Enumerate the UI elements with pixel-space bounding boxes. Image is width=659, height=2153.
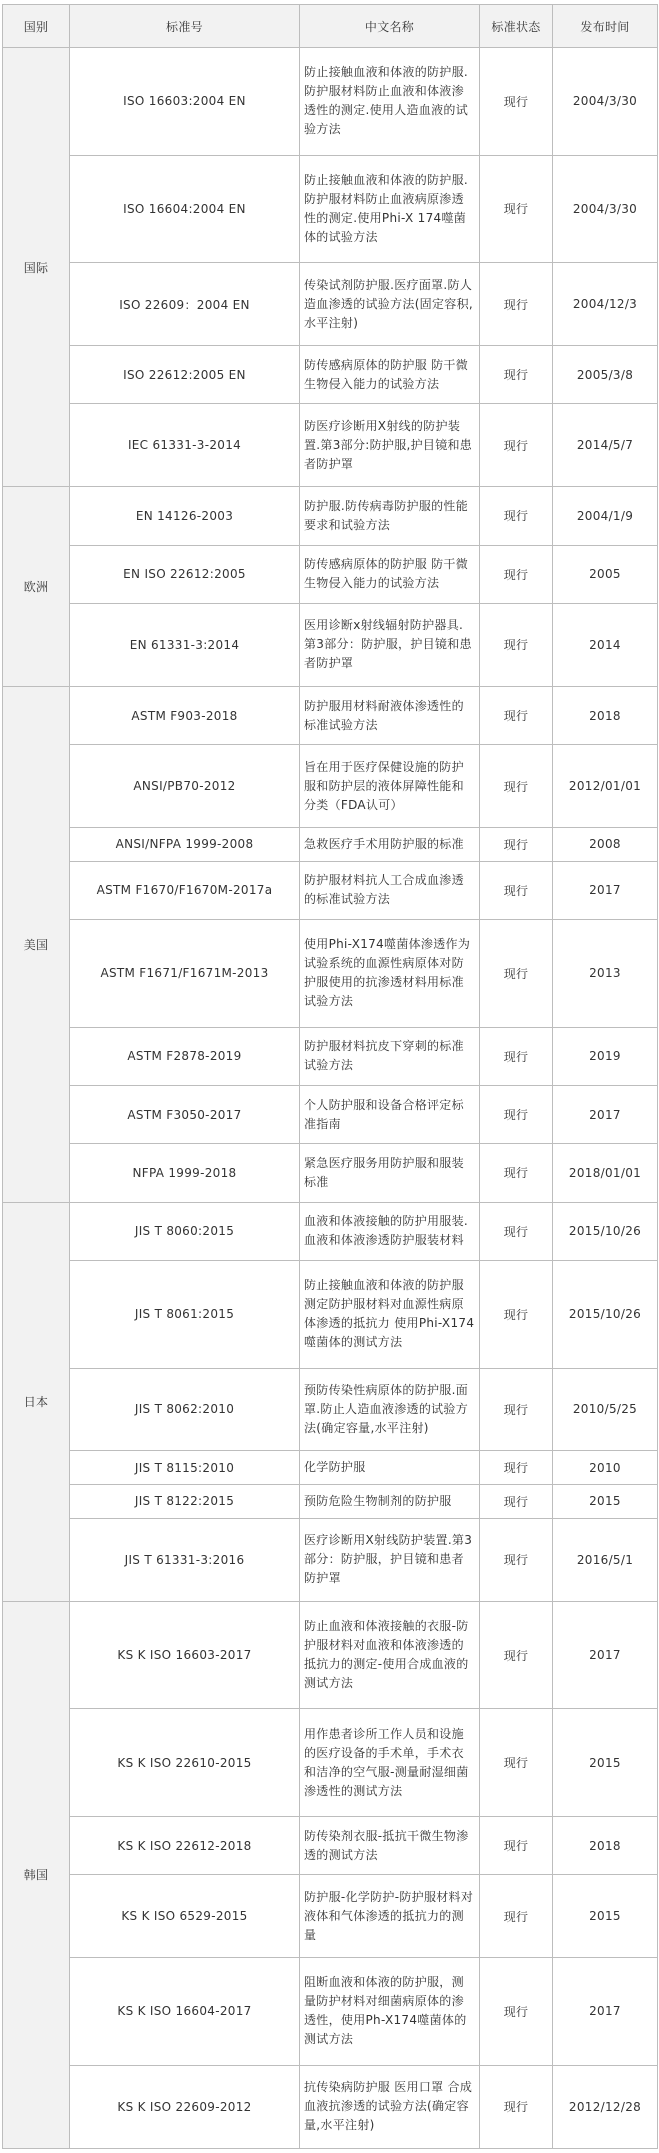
table-row xyxy=(3,1027,658,1085)
release-date-cell: 2012/01/01 xyxy=(553,745,658,828)
release-date-cell: 2015 xyxy=(553,1709,658,1817)
table-row xyxy=(3,861,658,919)
standard-number-cell: EN 14126-2003 xyxy=(70,487,300,545)
chinese-name-cell: 防护服.防传病毒防护服的性能要求和试验方法 xyxy=(300,487,480,545)
status-cell: 现行 xyxy=(480,545,553,603)
region-cell: 国际 xyxy=(3,48,70,487)
status-cell: 现行 xyxy=(480,1260,553,1368)
chinese-name-cell: 传染试剂防护服.医疗面罩.防人造血渗透的试验方法(固定容积,水平注射) xyxy=(300,263,480,346)
standards-table xyxy=(2,4,658,2149)
standard-number-cell: ASTM F1670/F1670M-2017a xyxy=(70,861,300,919)
status-cell: 现行 xyxy=(480,346,553,404)
chinese-name-cell: 医用诊断x射线辐射防护器具.第3部分：防护服，护目镜和患者防护罩 xyxy=(300,603,480,686)
table-row xyxy=(3,1086,658,1144)
header-country: 国别 xyxy=(3,5,70,48)
chinese-name-cell: 抗传染病防护服 医用口罩 合成血液抗渗透的试验方法(确定容量,水平注射) xyxy=(300,2065,480,2148)
release-date-cell: 2015 xyxy=(553,1485,658,1519)
release-date-cell: 2019 xyxy=(553,1027,658,1085)
status-cell: 现行 xyxy=(480,1601,553,1709)
release-date-cell: 2014/5/7 xyxy=(553,404,658,487)
status-cell: 现行 xyxy=(480,263,553,346)
chinese-name-cell: 防传感病原体的防护服 防干微生物侵入能力的试验方法 xyxy=(300,346,480,404)
status-cell: 现行 xyxy=(480,828,553,862)
table-row xyxy=(3,1816,658,1874)
standard-number-cell: ASTM F3050-2017 xyxy=(70,1086,300,1144)
status-cell: 现行 xyxy=(480,404,553,487)
table-row xyxy=(3,263,658,346)
chinese-name-cell: 阻断血液和体液的防护服，测量防护材料对细菌病原体的渗透性，使用Ph-X174噬菌体的测试方法 xyxy=(300,1958,480,2066)
table-row xyxy=(3,603,658,686)
chinese-name-cell: 防护服材料抗人工合成血渗透的标准试验方法 xyxy=(300,861,480,919)
status-cell: 现行 xyxy=(480,1958,553,2066)
standard-number-cell: ASTM F903-2018 xyxy=(70,686,300,744)
status-cell: 现行 xyxy=(480,1144,553,1202)
standard-number-cell: ISO 22609：2004 EN xyxy=(70,263,300,346)
region-cell: 韩国 xyxy=(3,1601,70,2148)
release-date-cell: 2004/3/30 xyxy=(553,155,658,263)
release-date-cell: 2015/10/26 xyxy=(553,1260,658,1368)
table-header xyxy=(3,5,658,48)
chinese-name-cell: 防止血液和体液接触的衣服-防护服材料对血液和体液渗透的抵抗力的测定-使用合成血液的测试方法 xyxy=(300,1601,480,1709)
region-cell: 日本 xyxy=(3,1202,70,1601)
status-cell: 现行 xyxy=(480,1816,553,1874)
standard-number-cell: JIS T 61331-3:2016 xyxy=(70,1518,300,1601)
release-date-cell: 2012/12/28 xyxy=(553,2065,658,2148)
release-date-cell: 2004/3/30 xyxy=(553,48,658,156)
table-row xyxy=(3,1875,658,1958)
release-date-cell: 2017 xyxy=(553,861,658,919)
table-row xyxy=(3,828,658,862)
table-row xyxy=(3,48,658,156)
release-date-cell: 2005 xyxy=(553,545,658,603)
table-row xyxy=(3,1709,658,1817)
standard-number-cell: ISO 22612:2005 EN xyxy=(70,346,300,404)
table-row xyxy=(3,1485,658,1519)
table-row xyxy=(3,1958,658,2066)
header-status: 标准状态 xyxy=(480,5,553,48)
table-row xyxy=(3,1260,658,1368)
status-cell: 现行 xyxy=(480,1202,553,1260)
chinese-name-cell: 紧急医疗服务用防护服和服装标准 xyxy=(300,1144,480,1202)
header-row xyxy=(3,5,658,48)
table-row xyxy=(3,545,658,603)
release-date-cell: 2010/5/25 xyxy=(553,1368,658,1451)
chinese-name-cell: 防止接触血液和体液的防护服 测定防护服材料对血源性病原体渗透的抵抗力 使用Phi-X174噬菌体的测试方法 xyxy=(300,1260,480,1368)
release-date-cell: 2018 xyxy=(553,686,658,744)
standard-number-cell: EN ISO 22612:2005 xyxy=(70,545,300,603)
status-cell: 现行 xyxy=(480,745,553,828)
chinese-name-cell: 防止接触血液和体液的防护服.防护服材料防止血液和体液渗透性的测定.使用人造血液的试验方法 xyxy=(300,48,480,156)
release-date-cell: 2017 xyxy=(553,1958,658,2066)
table-row xyxy=(3,920,658,1028)
status-cell: 现行 xyxy=(480,1027,553,1085)
chinese-name-cell: 防护服材料抗皮下穿刺的标准试验方法 xyxy=(300,1027,480,1085)
standard-number-cell: JIS T 8060:2015 xyxy=(70,1202,300,1260)
table-body xyxy=(3,48,658,2149)
standard-number-cell: JIS T 8061:2015 xyxy=(70,1260,300,1368)
release-date-cell: 2004/12/3 xyxy=(553,263,658,346)
chinese-name-cell: 防医疗诊断用X射线的防护装置.第3部分:防护服,护目镜和患者防护罩 xyxy=(300,404,480,487)
release-date-cell: 2017 xyxy=(553,1086,658,1144)
standard-number-cell: ASTM F1671/F1671M-2013 xyxy=(70,920,300,1028)
table-row xyxy=(3,155,658,263)
status-cell: 现行 xyxy=(480,1875,553,1958)
release-date-cell: 2018/01/01 xyxy=(553,1144,658,1202)
header-release-date: 发布时间 xyxy=(553,5,658,48)
standard-number-cell: EN 61331-3:2014 xyxy=(70,603,300,686)
table-row xyxy=(3,2065,658,2148)
status-cell: 现行 xyxy=(480,920,553,1028)
standard-number-cell: ASTM F2878-2019 xyxy=(70,1027,300,1085)
standard-number-cell: JIS T 8062:2010 xyxy=(70,1368,300,1451)
standard-number-cell: IEC 61331-3-2014 xyxy=(70,404,300,487)
status-cell: 现行 xyxy=(480,2065,553,2148)
table-row xyxy=(3,1601,658,1709)
release-date-cell: 2015 xyxy=(553,1875,658,1958)
table-row xyxy=(3,1368,658,1451)
chinese-name-cell: 使用Phi-X174噬菌体渗透作为试验系统的血源性病原体对防护服使用的抗渗透材料用标准试验方法 xyxy=(300,920,480,1028)
status-cell: 现行 xyxy=(480,487,553,545)
table-row xyxy=(3,1451,658,1485)
release-date-cell: 2010 xyxy=(553,1451,658,1485)
status-cell: 现行 xyxy=(480,1518,553,1601)
standard-number-cell: KS K ISO 6529-2015 xyxy=(70,1875,300,1958)
chinese-name-cell: 预防传染性病原体的防护服.面罩.防止人造血液渗透的试验方法(确定容量,水平注射) xyxy=(300,1368,480,1451)
standard-number-cell: NFPA 1999-2018 xyxy=(70,1144,300,1202)
release-date-cell: 2005/3/8 xyxy=(553,346,658,404)
table-row xyxy=(3,686,658,744)
standard-number-cell: ISO 16603:2004 EN xyxy=(70,48,300,156)
header-standard-number: 标准号 xyxy=(70,5,300,48)
chinese-name-cell: 医疗诊断用X射线防护装置.第3部分：防护服，护目镜和患者防护罩 xyxy=(300,1518,480,1601)
chinese-name-cell: 防传感病原体的防护服 防干微生物侵入能力的试验方法 xyxy=(300,545,480,603)
table-row xyxy=(3,1202,658,1260)
status-cell: 现行 xyxy=(480,48,553,156)
release-date-cell: 2014 xyxy=(553,603,658,686)
table-row xyxy=(3,745,658,828)
chinese-name-cell: 血液和体液接触的防护用服装.血液和体液渗透防护服装材料 xyxy=(300,1202,480,1260)
region-cell: 美国 xyxy=(3,686,70,1202)
status-cell: 现行 xyxy=(480,1451,553,1485)
chinese-name-cell: 防止接触血液和体液的防护服.防护服材料防止血液病原渗透性的测定.使用Phi-X 174噬菌体的试验方法 xyxy=(300,155,480,263)
header-chinese-name: 中文名称 xyxy=(300,5,480,48)
chinese-name-cell: 防护服-化学防护-防护服材料对液体和气体渗透的抵抗力的测量 xyxy=(300,1875,480,1958)
table-row xyxy=(3,1518,658,1601)
standard-number-cell: KS K ISO 22612-2018 xyxy=(70,1816,300,1874)
region-cell: 欧洲 xyxy=(3,487,70,687)
status-cell: 现行 xyxy=(480,1086,553,1144)
standard-number-cell: ANSI/NFPA 1999-2008 xyxy=(70,828,300,862)
standard-number-cell: JIS T 8122:2015 xyxy=(70,1485,300,1519)
standard-number-cell: ANSI/PB70-2012 xyxy=(70,745,300,828)
chinese-name-cell: 用作患者诊所工作人员和设施的医疗设备的手术单，手术衣和洁净的空气服-测量耐湿细菌渗透性的测试方法 xyxy=(300,1709,480,1817)
standard-number-cell: ISO 16604:2004 EN xyxy=(70,155,300,263)
chinese-name-cell: 防护服用材料耐液体渗透性的标准试验方法 xyxy=(300,686,480,744)
chinese-name-cell: 化学防护服 xyxy=(300,1451,480,1485)
status-cell: 现行 xyxy=(480,603,553,686)
release-date-cell: 2008 xyxy=(553,828,658,862)
release-date-cell: 2017 xyxy=(553,1601,658,1709)
release-date-cell: 2018 xyxy=(553,1816,658,1874)
release-date-cell: 2015/10/26 xyxy=(553,1202,658,1260)
status-cell: 现行 xyxy=(480,155,553,263)
status-cell: 现行 xyxy=(480,1709,553,1817)
chinese-name-cell: 预防危险生物制剂的防护服 xyxy=(300,1485,480,1519)
release-date-cell: 2016/5/1 xyxy=(553,1518,658,1601)
standard-number-cell: JIS T 8115:2010 xyxy=(70,1451,300,1485)
table-row xyxy=(3,487,658,545)
table-row xyxy=(3,346,658,404)
standard-number-cell: KS K ISO 16604-2017 xyxy=(70,1958,300,2066)
chinese-name-cell: 个人防护服和设备合格评定标准指南 xyxy=(300,1086,480,1144)
status-cell: 现行 xyxy=(480,1485,553,1519)
status-cell: 现行 xyxy=(480,861,553,919)
release-date-cell: 2004/1/9 xyxy=(553,487,658,545)
table-row xyxy=(3,404,658,487)
table-row xyxy=(3,1144,658,1202)
status-cell: 现行 xyxy=(480,1368,553,1451)
standard-number-cell: KS K ISO 16603-2017 xyxy=(70,1601,300,1709)
chinese-name-cell: 防传染剂衣服-抵抗干微生物渗透的测试方法 xyxy=(300,1816,480,1874)
chinese-name-cell: 旨在用于医疗保健设施的防护服和防护层的液体屏障性能和分类（FDA认可） xyxy=(300,745,480,828)
chinese-name-cell: 急救医疗手术用防护服的标准 xyxy=(300,828,480,862)
release-date-cell: 2013 xyxy=(553,920,658,1028)
standard-number-cell: KS K ISO 22610-2015 xyxy=(70,1709,300,1817)
standard-number-cell: KS K ISO 22609-2012 xyxy=(70,2065,300,2148)
status-cell: 现行 xyxy=(480,686,553,744)
